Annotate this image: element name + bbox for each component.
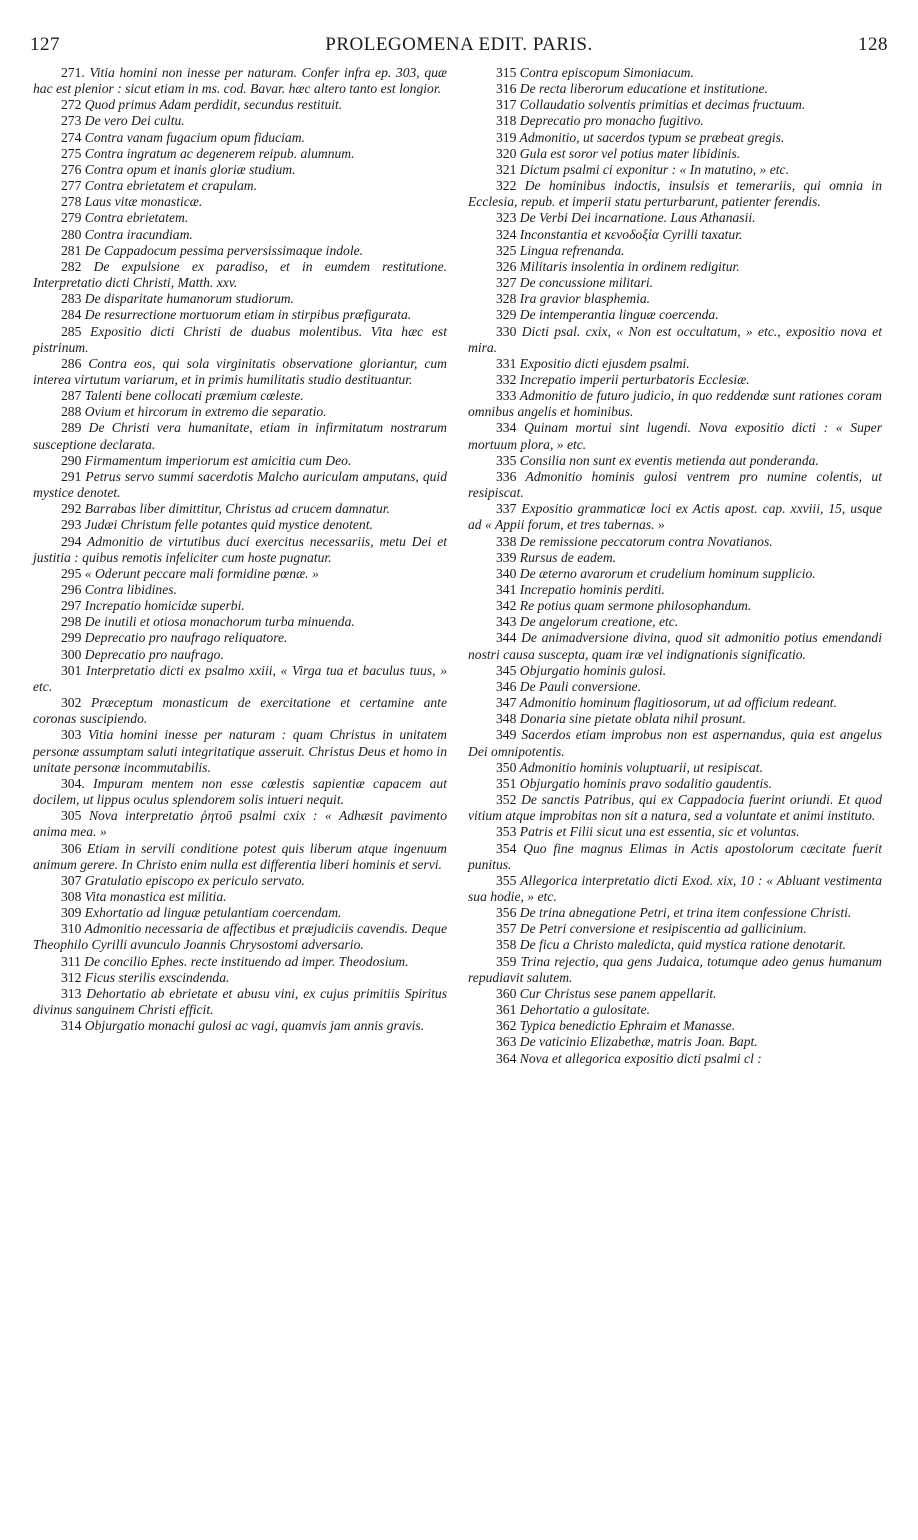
entry-text: Contra libidines. xyxy=(84,582,177,597)
entry-number: 324 xyxy=(496,226,517,242)
entry-text: Admonitio de virtutibus duci exercitus necessariis, metu Dei et justitia : quibus remotis infeliciter cum hoste pugnatur. xyxy=(33,533,447,565)
entry xyxy=(468,614,882,630)
entry-number: 353 xyxy=(496,824,517,840)
entry-text: De inutili et otiosa monachorum turba minuenda. xyxy=(84,614,355,630)
entry-number: 334 xyxy=(496,420,517,436)
entry-number: 278 xyxy=(61,194,82,210)
entry-text: De intemperantia linguæ coercenda. xyxy=(519,307,719,323)
entry xyxy=(33,130,447,146)
entry-number: 330 xyxy=(496,323,517,339)
entry-number: 297 xyxy=(61,598,82,614)
entry-number: 339 xyxy=(496,549,517,565)
entry-number: 342 xyxy=(496,598,517,614)
entry-number: 322 xyxy=(496,178,517,194)
entry-text: Vita monastica est militia. xyxy=(84,888,227,904)
entry-number: 333 xyxy=(496,388,517,404)
entry-number: 338 xyxy=(496,533,517,549)
entry xyxy=(468,291,882,307)
entry-text: De sanctis Patribus, qui ex Cappadocia fuerint oriundi. Et quod vitium atque improbitas non sit a natura, sed a voluntate et animi instituto. xyxy=(468,792,882,824)
entry-text: Donaria sine pietate oblata nihil prosunt. xyxy=(519,711,746,727)
entry-number: 315 xyxy=(496,65,517,80)
entry-text: Objurgatio hominis pravo sodalitio gaudentis. xyxy=(519,775,772,791)
entry xyxy=(33,598,447,614)
entry-number: 323 xyxy=(496,210,517,226)
entry-text: Deprecatio pro naufrago. xyxy=(84,646,224,662)
entry xyxy=(33,663,447,695)
entry-text: Admonitio necessaria de affectibus et præjudiciis cavendis. Deque Theophilo Cyrilli avunculo Joannis Chrysostomi adversario. xyxy=(33,921,447,953)
entry-number: 310 xyxy=(61,921,82,937)
entry-text: Dehortatio ab ebrietate et abusu vini, ex cujus primitiis Spiritus divinus sanguinem Christi efficit. xyxy=(33,985,447,1018)
entry xyxy=(33,501,447,517)
entry-text: De expulsione ex paradiso, et in eumdem restitutione. Interpretatio dicti Christi, Matth. xxv. xyxy=(33,258,447,291)
entry-number: 358 xyxy=(496,937,517,953)
page-number-left: 127 xyxy=(30,34,60,55)
entry-text: Contra opum et inanis gloriæ studium. xyxy=(84,161,296,177)
entry-number: 272 xyxy=(61,97,82,113)
entry-text: Vitia homini inesse per naturam : quam Christus in unitatem personæ assumptam saluti integritatique asseruit. Christus Deus et homo in unitate personæ incommutabilis. xyxy=(33,727,447,775)
entry-text: Exhortatio ad linguæ petulantiam coercendam. xyxy=(84,905,342,921)
entry-number: 304. xyxy=(61,775,85,791)
entry-text: Expositio dicti Christi de duabus molentibus. Vita hæc est pistrinum. xyxy=(33,323,447,355)
entry-text: Collaudatio solventis primitias et decimas fructuum. xyxy=(519,97,806,113)
entry-number: 280 xyxy=(61,226,82,242)
page-header xyxy=(30,34,888,58)
entry-number: 311 xyxy=(61,953,81,969)
entry-number: 298 xyxy=(61,614,82,630)
entry xyxy=(468,534,882,550)
entry-number: 328 xyxy=(496,291,517,307)
entry-text: De trina abnegatione Petri, et trina item confessione Christi. xyxy=(519,905,852,921)
entry xyxy=(468,178,882,210)
entry-text: Allegorica interpretatio dicti Exod. xix, 10 : « Abluant vestimenta sua hodie, » etc. xyxy=(468,872,883,904)
entry-number: 360 xyxy=(496,985,517,1001)
entry-number: 345 xyxy=(496,662,517,678)
entry-text: Talenti bene collocati præmium cœleste. xyxy=(84,388,304,404)
entry-text: Contra ebrietatem. xyxy=(84,210,189,226)
entry-text: Patris et Filii sicut una est essentia, sic et voluntas. xyxy=(519,824,800,840)
entry-number: 340 xyxy=(496,565,517,581)
entry-number: 290 xyxy=(61,452,82,468)
entry xyxy=(468,679,882,695)
entry xyxy=(468,727,882,759)
entry xyxy=(33,695,447,727)
entry-text: Quo fine magnus Elimas in Actis apostolorum cæcitate fuerit punitus. xyxy=(468,840,883,872)
entry-text: Quinam mortui sint lugendi. Nova expositio dicti : « Super mortuum plora, » etc. xyxy=(468,420,882,452)
entry-number: 285 xyxy=(61,323,82,339)
entry-number: 306 xyxy=(61,840,82,856)
entry-number: 314 xyxy=(61,1018,82,1034)
entry xyxy=(468,65,882,81)
entry-text: Objurgatio hominis gulosi. xyxy=(519,662,667,678)
entry-number: 357 xyxy=(496,921,517,937)
entry xyxy=(468,711,882,727)
page-number-right: 128 xyxy=(858,34,888,55)
entry xyxy=(468,307,882,323)
entry-text: Ira gravior blasphemia. xyxy=(519,291,651,307)
entry xyxy=(468,663,882,679)
entry xyxy=(468,937,882,953)
entry-text: Barrabas liber dimittitur, Christus ad crucem damnatur. xyxy=(84,501,390,517)
entry xyxy=(33,404,447,420)
entry-text: Etiam in servili conditione potest quis liberum atque ingenuum animum gerere. In Christo enim nulla est differentia liberi hominis et servi. xyxy=(33,840,447,872)
entry-number: 332 xyxy=(496,371,517,387)
entry-number: 320 xyxy=(496,145,517,161)
entry-number: 296 xyxy=(61,582,82,597)
entry-text: Contra vanam fugacium opum fiduciam. xyxy=(84,129,305,145)
entry-text: Expositio dicti ejusdem psalmi. xyxy=(519,355,690,371)
entry xyxy=(468,97,882,113)
entry xyxy=(468,81,882,97)
entry xyxy=(33,113,447,129)
entry xyxy=(468,259,882,275)
entry-text: Sacerdos etiam improbus non est aspernandus, quia est angelus Dei omnipotentis. xyxy=(468,727,882,759)
entry-text: De Christi vera humanitate, etiam in infirmitatum nostrarum susceptione declarata. xyxy=(33,420,447,452)
running-title: PROLEGOMENA EDIT. PARIS. xyxy=(325,34,593,55)
entry xyxy=(468,954,882,986)
entry-number: 325 xyxy=(496,242,517,258)
entry xyxy=(33,776,447,808)
entry-text: Contra eos, qui sola virginitatis observatione gloriantur, cum interea virtutum variarum, et in primis humilitatis studio destituantur. xyxy=(33,355,447,387)
entry xyxy=(468,113,882,129)
entry-text: De recta liberorum educatione et institutione. xyxy=(519,81,768,97)
entry-number: 351 xyxy=(496,775,517,791)
entry xyxy=(33,905,447,921)
entry-text: De angelorum creatione, etc. xyxy=(519,614,679,630)
entry-number: 364 xyxy=(496,1050,517,1066)
left-column xyxy=(33,65,447,1034)
entry xyxy=(33,873,447,889)
entry-text: Consilia non sunt ex eventis metienda aut ponderanda. xyxy=(519,452,819,468)
entry-text: Expositio grammaticæ loci ex Actis apost. cap. xxviii, 15, usque ad « Appii forum, et tres tabernas. » xyxy=(468,501,882,533)
entry-number: 343 xyxy=(496,614,517,630)
entry-number: 348 xyxy=(496,711,517,727)
entry-number: 294 xyxy=(61,533,82,549)
entry-text: Contra ebrietatem et crapulam. xyxy=(84,178,257,194)
entry xyxy=(468,566,882,582)
entry-text: De concilio Ephes. recte instituendo ad imper. Theodosium. xyxy=(84,953,409,969)
entry xyxy=(33,986,447,1018)
entry xyxy=(33,1018,447,1034)
entry xyxy=(33,210,447,226)
entry xyxy=(33,614,447,630)
entry-text: Lingua refrenanda. xyxy=(519,242,625,258)
entry-number: 289 xyxy=(61,420,82,436)
entry-number: 301 xyxy=(61,662,82,678)
entry xyxy=(468,324,882,356)
entry-text: Nova et allegorica expositio dicti psalmi cl : xyxy=(519,1050,762,1066)
entry-number: 279 xyxy=(61,210,82,226)
entry-number: 336 xyxy=(496,468,517,484)
entry-text: Nova interpretatio ῥητοῦ psalmi cxix : « Adhæsit pavimento anima mea. » xyxy=(33,808,447,840)
entry-text: Objurgatio monachi gulosi ac vagi, quamvis jam annis gravis. xyxy=(84,1018,425,1034)
entry-text: Contra episcopum Simoniacum. xyxy=(519,65,694,80)
entry-text: Deprecatio pro naufrago reliquatore. xyxy=(84,630,288,646)
entry-number: 355 xyxy=(496,872,517,888)
entry xyxy=(468,469,882,501)
entry-text: De concussione militari. xyxy=(519,275,654,291)
entry-number: 361 xyxy=(496,1002,517,1018)
entry-number: 362 xyxy=(496,1018,517,1034)
entry-text: Increpatio imperii perturbatoris Ecclesiæ. xyxy=(519,371,750,387)
entry-number: 337 xyxy=(496,501,517,517)
entry xyxy=(468,372,882,388)
entry xyxy=(33,453,447,469)
entry-text: Firmamentum imperiorum est amicitia cum Deo. xyxy=(84,452,352,468)
entry xyxy=(468,824,882,840)
entry-text: Judæi Christum felle potantes quid mystice denotent. xyxy=(84,517,373,533)
entry-number: 352 xyxy=(496,792,517,808)
entry-text: Admonitio de futuro judicio, in quo reddendæ sunt rationes coram omnibus angelis et hominibus. xyxy=(468,388,882,420)
entry xyxy=(33,97,447,113)
entry-number: 281 xyxy=(61,242,82,258)
entry xyxy=(33,65,447,97)
entry-number: 288 xyxy=(61,404,82,420)
entry-text: Impuram mentem non esse cœlestis sapientiæ capacem aut docilem, ut lippus oculus splendorem solis intueri nequit. xyxy=(33,775,447,808)
entry xyxy=(468,501,882,533)
entry xyxy=(33,566,447,582)
entry-number: 329 xyxy=(496,307,517,323)
entry xyxy=(468,550,882,566)
entry-number: 326 xyxy=(496,258,517,274)
entry-text: De Petri conversione et resipiscentia ad gallicinium. xyxy=(519,921,807,937)
entry xyxy=(33,291,447,307)
entry xyxy=(33,194,447,210)
entry xyxy=(33,582,447,598)
entry-number: 303 xyxy=(61,727,82,743)
entry-number: 276 xyxy=(61,161,82,177)
entry-text: De ficu a Christo maledicta, quid mystica ratione denotarit. xyxy=(519,937,847,953)
entry xyxy=(33,727,447,775)
entry-text: Re potius quam sermone philosophandum. xyxy=(519,598,752,614)
entry-number: 356 xyxy=(496,905,517,921)
entry-text: Cur Christus sese panem appellarit. xyxy=(519,985,717,1001)
entry xyxy=(33,841,447,873)
entry-number: 344 xyxy=(496,630,517,646)
entry xyxy=(33,420,447,452)
entry xyxy=(468,841,882,873)
entry-number: 299 xyxy=(61,630,82,646)
entry xyxy=(468,760,882,776)
entry-text: De animadversione divina, quod sit admonitio potius emendandi nostri causa suscepta, quam iræ vel indignationis significatio. xyxy=(468,630,882,662)
entry xyxy=(468,873,882,905)
entry-number: 277 xyxy=(61,178,82,194)
entry-text: Gula est soror vel potius mater libidinis. xyxy=(519,145,741,161)
entry-number: 347 xyxy=(496,695,517,711)
entry xyxy=(468,275,882,291)
entry-number: 284 xyxy=(61,307,82,323)
entry-text: Vitia homini non inesse per naturam. Confer infra ep. 303, quæ hac est plenior : sicut etiam in ms. cod. Bavar. hæc altero tanto est longior. xyxy=(33,65,447,97)
entry-number: 295 xyxy=(61,565,82,581)
entry xyxy=(33,630,447,646)
entry xyxy=(33,970,447,986)
entry-text: Rursus de eadem. xyxy=(519,549,617,565)
entry xyxy=(468,582,882,598)
entry xyxy=(33,469,447,501)
entry xyxy=(468,1018,882,1034)
entry-text: De remissione peccatorum contra Novatianos. xyxy=(519,533,773,549)
entry-text: Dicti psal. cxix, « Non est occultatum, » etc., expositio nova et mira. xyxy=(468,323,882,355)
entry-text: De resurrectione mortuorum etiam in stirpibus præfigurata. xyxy=(84,307,412,323)
entry-number: 341 xyxy=(496,582,517,597)
entry-text: Deprecatio pro monacho fugitivo. xyxy=(519,113,704,129)
entry-number: 275 xyxy=(61,145,82,161)
entry-text: Admonitio, ut sacerdos typum se præbeat gregis. xyxy=(519,129,785,145)
entry-number: 321 xyxy=(496,161,517,177)
entry-number: 318 xyxy=(496,113,517,129)
entry-number: 271. xyxy=(61,65,85,80)
entry xyxy=(468,1002,882,1018)
entry-number: 302 xyxy=(61,695,82,711)
entry-text: De Verbi Dei incarnatione. Laus Athanasii. xyxy=(519,210,756,226)
entry xyxy=(468,356,882,372)
entry-text: Admonitio hominis voluptuarii, ut resipiscat. xyxy=(519,759,763,775)
entry-text: De hominibus indoctis, insulsis et temerariis, qui omnia in Ecclesia, repub. et imperii statu perturbarunt, patienter ferendis. xyxy=(468,178,882,210)
entry xyxy=(33,647,447,663)
entry xyxy=(33,259,447,291)
entry-number: 350 xyxy=(496,759,517,775)
entry-number: 327 xyxy=(496,275,517,291)
entry-number: 313 xyxy=(61,985,82,1001)
entry xyxy=(33,388,447,404)
entry xyxy=(468,162,882,178)
entry-number: 292 xyxy=(61,501,82,517)
entry-text: Admonitio hominum flagitiosorum, ut ad officium redeant. xyxy=(519,695,837,711)
entry xyxy=(468,420,882,452)
entry-number: 335 xyxy=(496,452,517,468)
entry-text: Interpretatio dicti ex psalmo xxiii, « Virga tua et baculus tuus, » etc. xyxy=(33,662,447,694)
entry xyxy=(33,808,447,840)
entry-number: 308 xyxy=(61,888,82,904)
entry-number: 331 xyxy=(496,355,517,371)
entry-text: Inconstantia et κενοδοξία Cyrilli taxatur. xyxy=(519,226,743,242)
entry-text: Trina rejectio, qua gens Judaica, totumque adeo genus humanum repudiavit salutem. xyxy=(468,953,882,985)
entry xyxy=(33,178,447,194)
entry-number: 359 xyxy=(496,953,517,969)
entry-number: 312 xyxy=(61,969,82,985)
entry-number: 286 xyxy=(61,355,82,371)
entry-text: Gratulatio episcopo ex periculo servato. xyxy=(84,872,305,888)
entry xyxy=(468,695,882,711)
entry-text: Ovium et hircorum in extremo die separatio. xyxy=(84,404,327,420)
entry-text: Dictum psalmi ci exponitur : « In matutino, » etc. xyxy=(519,161,789,177)
entry xyxy=(468,776,882,792)
entry-number: 354 xyxy=(496,840,517,856)
right-column xyxy=(468,65,882,1067)
entry-text: De vaticinio Elizabethæ, matris Joan. Bapt. xyxy=(519,1034,758,1050)
entry xyxy=(468,905,882,921)
entry-text: Præceptum monasticum de exercitatione et certamine ante coronas suscipiendo. xyxy=(33,695,447,727)
entry xyxy=(468,146,882,162)
entry xyxy=(468,598,882,614)
entry xyxy=(33,889,447,905)
entry-text: Laus vitæ monasticæ. xyxy=(84,194,203,210)
entry-text: Dehortatio a gulositate. xyxy=(519,1002,651,1018)
entry xyxy=(468,1034,882,1050)
entry-text: De Cappadocum pessima perversissimaque indole. xyxy=(84,242,364,258)
entry-number: 293 xyxy=(61,517,82,533)
entry xyxy=(468,921,882,937)
entry-text: Ficus sterilis exscindenda. xyxy=(84,969,230,985)
entry-number: 316 xyxy=(496,81,517,97)
entry xyxy=(33,356,447,388)
entry-number: 273 xyxy=(61,113,82,129)
entry-number: 283 xyxy=(61,291,82,307)
entry-text: Admonitio hominis gulosi ventrem pro numine colentis, ut resipiscat. xyxy=(468,468,883,501)
entry xyxy=(33,307,447,323)
entry-number: 282 xyxy=(61,258,82,274)
entry xyxy=(468,1051,882,1067)
entry-text: Contra iracundiam. xyxy=(84,226,193,242)
entry xyxy=(468,210,882,226)
entry xyxy=(468,630,882,662)
entry-text: Quod primus Adam perdidit, secundus restituit. xyxy=(84,97,343,113)
entry-number: 274 xyxy=(61,129,82,145)
entry xyxy=(33,243,447,259)
entry-number: 307 xyxy=(61,872,82,888)
entry-number: 317 xyxy=(496,97,517,113)
entry-text: De Pauli conversione. xyxy=(519,678,641,694)
entry-number: 349 xyxy=(496,727,517,743)
entry-text: Typica benedictio Ephraim et Manasse. xyxy=(519,1018,736,1034)
entry xyxy=(468,986,882,1002)
entry xyxy=(33,921,447,953)
entry-number: 291 xyxy=(61,468,82,484)
entry-text: De æterno avarorum et crudelium hominum supplicio. xyxy=(519,565,816,581)
entry-text: Increpatio hominis perditi. xyxy=(519,582,665,597)
entry-number: 309 xyxy=(61,905,82,921)
entry xyxy=(33,534,447,566)
entry xyxy=(468,792,882,824)
entry-number: 300 xyxy=(61,646,82,662)
entry xyxy=(33,146,447,162)
entry xyxy=(468,130,882,146)
entry-number: 346 xyxy=(496,678,517,694)
entry xyxy=(33,517,447,533)
entry-text: Contra ingratum ac degenerem reipub. alumnum. xyxy=(84,145,355,161)
entry-number: 363 xyxy=(496,1034,517,1050)
entry xyxy=(468,453,882,469)
entry-number: 319 xyxy=(496,129,517,145)
entry-text: De disparitate humanorum studiorum. xyxy=(84,291,294,307)
entry xyxy=(468,243,882,259)
entry xyxy=(468,227,882,243)
entry xyxy=(33,324,447,356)
entry xyxy=(33,954,447,970)
entry-number: 305 xyxy=(61,808,82,824)
entry-text: Petrus servo summi sacerdotis Malcho auriculam amputans, quid mystice denotet. xyxy=(33,468,447,501)
entry xyxy=(33,162,447,178)
entry-text: Militaris insolentia in ordinem redigitur. xyxy=(519,258,740,274)
entry-text: De vero Dei cultu. xyxy=(84,113,185,129)
entry xyxy=(468,388,882,420)
entry-number: 287 xyxy=(61,388,82,404)
entry-text: « Oderunt peccare mali formidine pœnæ. » xyxy=(84,565,319,581)
entry-text: Increpatio homicidæ superbi. xyxy=(84,598,245,614)
entry xyxy=(33,227,447,243)
